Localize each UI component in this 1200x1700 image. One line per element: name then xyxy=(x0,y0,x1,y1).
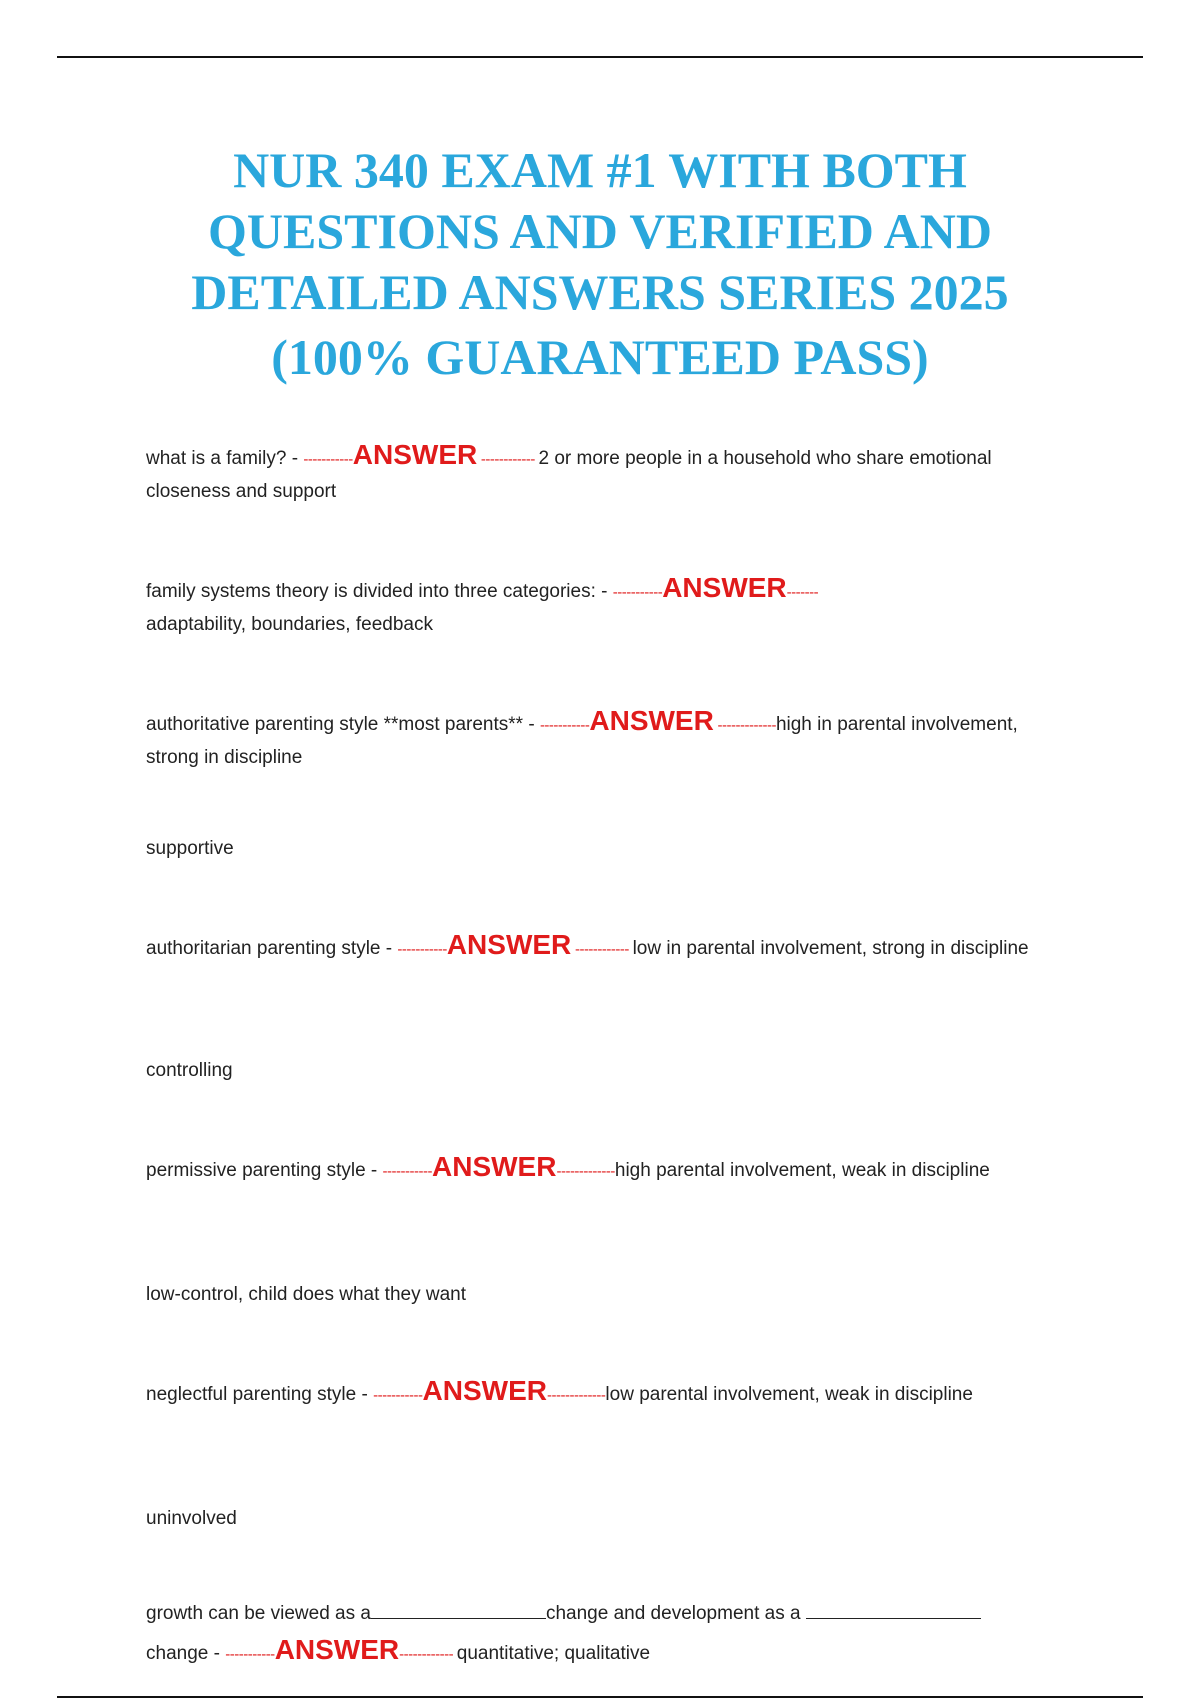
question-text: authoritarian parenting style - xyxy=(146,938,398,959)
dash-separator: ------------- xyxy=(546,1387,606,1404)
answer-label: ANSWER xyxy=(274,1634,400,1665)
answer-text: adaptability, boundaries, feedback xyxy=(146,614,433,635)
dash-separator: ------------- xyxy=(713,717,776,734)
qa-item xyxy=(146,929,1066,966)
answer-text: quantitative; qualitative xyxy=(456,1643,651,1664)
question-text: change - xyxy=(146,1643,226,1664)
title-line: (100% GUARANTEED PASS) xyxy=(271,329,929,385)
dash-separator: ----------- xyxy=(612,584,663,601)
dash-separator: ------------ xyxy=(399,1646,457,1663)
dash-separator: ----------- xyxy=(382,1163,432,1180)
question-text: neglectful parenting style - xyxy=(146,1384,374,1405)
answer-label: ANSWER xyxy=(589,705,714,736)
question-text: family systems theory is divided into three categories: - xyxy=(146,581,613,602)
question-text: authoritative parenting style **most parents** - xyxy=(146,714,540,735)
qa-item xyxy=(146,1151,1066,1188)
dash-separator: ----------- xyxy=(397,941,447,958)
title-line: QUESTIONS AND VERIFIED AND xyxy=(208,203,992,259)
qa-item xyxy=(146,1594,1066,1675)
document-title xyxy=(120,140,1080,388)
dash-separator: ----------- xyxy=(303,451,353,468)
title-line: DETAILED ANSWERS SERIES 2025 xyxy=(191,264,1009,320)
answer-note: uninvolved xyxy=(146,1508,237,1529)
answer-label: ANSWER xyxy=(422,1375,547,1406)
answer-note: controlling xyxy=(146,1060,233,1081)
answer-text: 2 or more people in a household who share emotional closeness and support xyxy=(146,448,992,502)
answer-note: supportive xyxy=(146,838,234,859)
dash-separator: ------------- xyxy=(556,1163,615,1180)
answer-label: ANSWER xyxy=(352,439,478,470)
answer-text: high in parental involvement, strong in discipline xyxy=(146,714,1018,768)
answer-label: ANSWER xyxy=(432,1151,557,1182)
top-rule xyxy=(57,56,1143,58)
question-text: growth can be viewed as a xyxy=(146,1603,371,1624)
dash-separator: ------- xyxy=(786,584,819,601)
answer-text: high parental involvement, weak in discipline xyxy=(614,1160,990,1181)
qa-item xyxy=(146,439,1066,508)
dash-separator: ----------- xyxy=(539,717,590,734)
dash-separator: ------------ xyxy=(571,941,633,958)
question-text: what is a family? - xyxy=(146,448,304,469)
bottom-rule xyxy=(57,1696,1143,1698)
dash-separator: ----------- xyxy=(373,1387,423,1404)
qa-item xyxy=(146,705,1066,774)
dash-separator: ----------- xyxy=(225,1646,275,1663)
question-text: permissive parenting style - xyxy=(146,1160,383,1181)
dash-separator: ------------ xyxy=(477,451,539,468)
answer-label: ANSWER xyxy=(446,929,572,960)
title-line: NUR 340 EXAM #1 WITH BOTH xyxy=(233,142,967,198)
answer-text: low in parental involvement, strong in discipline xyxy=(632,938,1029,959)
answer-label: ANSWER xyxy=(662,572,787,603)
answer-text: low parental involvement, weak in discipline xyxy=(605,1384,973,1405)
question-text: change and development as a xyxy=(545,1603,806,1624)
fill-in-blank xyxy=(806,1598,981,1619)
qa-item xyxy=(146,1375,1066,1412)
qa-item xyxy=(146,572,1066,641)
fill-in-blank xyxy=(371,1598,546,1619)
answer-note: low-control, child does what they want xyxy=(146,1284,466,1305)
